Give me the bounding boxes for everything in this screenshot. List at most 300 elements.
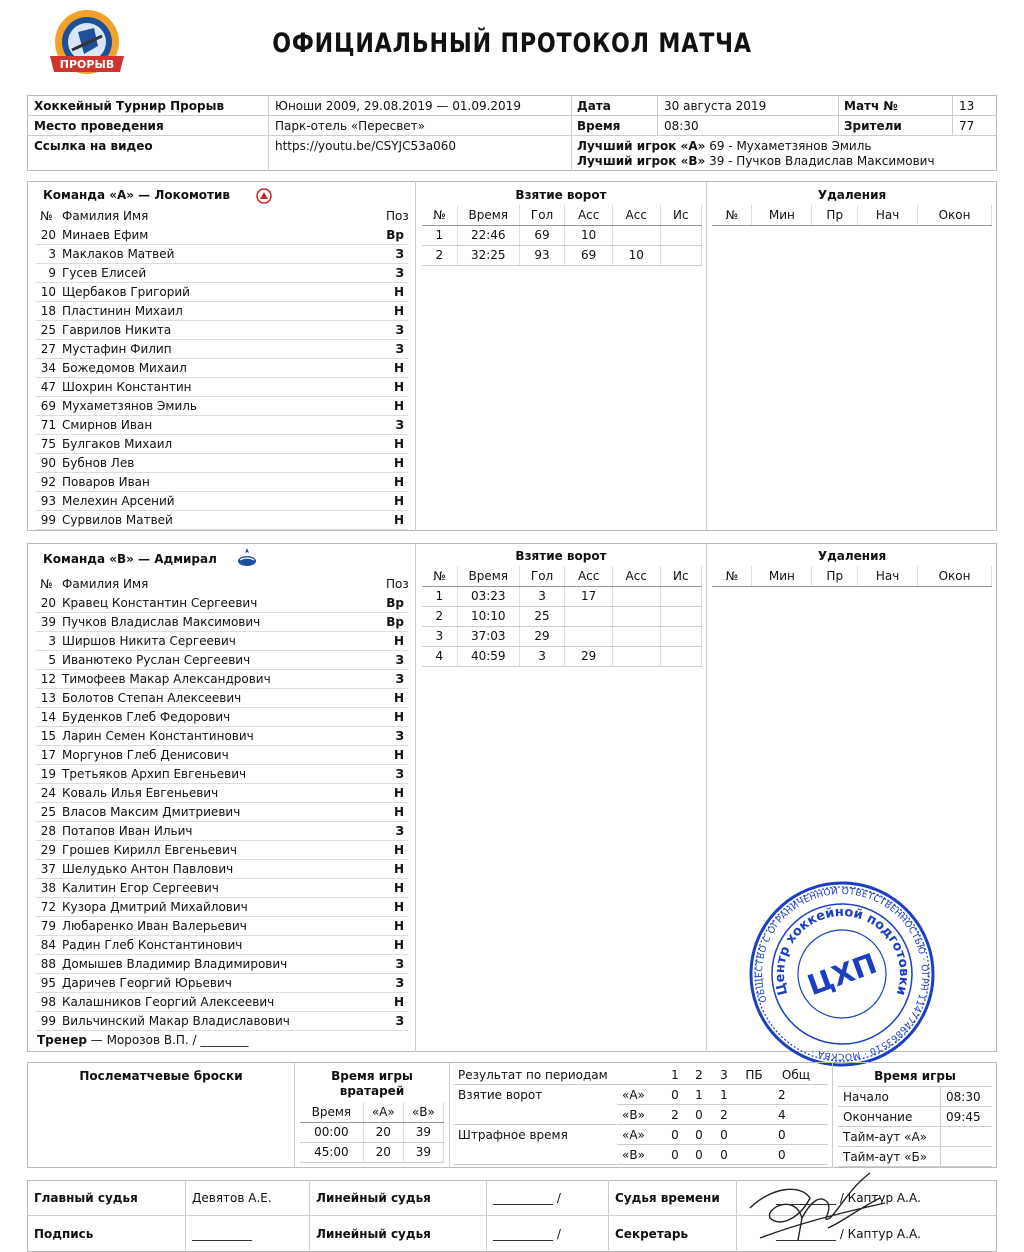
- player-number: 12: [40, 672, 56, 686]
- timekeeper-label: Судья времени: [615, 1191, 720, 1205]
- player-number: 88: [40, 957, 56, 971]
- tournament-label: Хоккейный Турнир Прорыв: [34, 99, 225, 113]
- secretary-value: __________ / Каптур А.А.: [776, 1227, 921, 1241]
- player-number: 17: [40, 748, 56, 762]
- team-b-roster: [36, 594, 408, 1031]
- tournament-value: Юноши 2009, 29.08.2019 — 01.09.2019: [275, 99, 521, 113]
- team-a-penalties-table: [712, 205, 992, 226]
- player-number: 13: [40, 691, 56, 705]
- admiral-logo-icon: [236, 547, 258, 569]
- player-name: Вильчинский Макар Владиславович: [62, 1014, 290, 1028]
- pim-team-b-label: «В»: [622, 1148, 645, 1162]
- player-number: 90: [40, 456, 56, 470]
- player-row: [36, 765, 408, 784]
- player-position: Н: [393, 634, 404, 648]
- period-value: 0: [778, 1128, 786, 1142]
- table-cell: 03:23: [457, 586, 519, 606]
- column-header: Мин: [752, 566, 812, 586]
- team-b-col-pos: Поз: [386, 577, 409, 591]
- table-cell: [565, 626, 613, 646]
- player-number: 79: [40, 919, 56, 933]
- table-header-row: [300, 1102, 444, 1122]
- player-number: 92: [40, 475, 56, 489]
- table-cell: 32:25: [457, 245, 519, 265]
- column-header: Асс: [612, 205, 660, 225]
- player-name: Поваров Иван: [62, 475, 150, 489]
- player-name: Домышев Владимир Владимирович: [62, 957, 288, 971]
- match-number-label: Матч №: [844, 99, 898, 113]
- period-col-total: Общ: [781, 1068, 811, 1082]
- player-number: 3: [48, 247, 56, 261]
- player-row: [36, 708, 408, 727]
- goal-row: [422, 646, 702, 666]
- column-header: №: [712, 205, 752, 225]
- player-name: Мухаметзянов Эмиль: [62, 399, 197, 413]
- goalie-time-row: [300, 1142, 444, 1162]
- start-label: Начало: [843, 1090, 889, 1104]
- table-cell: 20: [363, 1142, 403, 1162]
- player-row: [36, 321, 408, 340]
- venue-value: Парк-отель «Пересвет»: [275, 119, 425, 133]
- player-position: Н: [393, 805, 404, 819]
- player-number: 19: [40, 767, 56, 781]
- player-number: 38: [40, 881, 56, 895]
- player-number: 29: [40, 843, 56, 857]
- goals-team-a-label: «А»: [622, 1088, 645, 1102]
- player-row: [36, 689, 408, 708]
- team-b-goals-table: [422, 566, 702, 667]
- player-position: Н: [393, 710, 404, 724]
- player-number: 34: [40, 361, 56, 375]
- player-row: [36, 917, 408, 936]
- table-cell: 10: [612, 245, 660, 265]
- player-number: 39: [40, 615, 56, 629]
- secretary-label: Секретарь: [615, 1227, 689, 1241]
- player-name: Власов Максим Дмитриевич: [62, 805, 241, 819]
- linesman2-label: Линейный судья: [316, 1227, 431, 1241]
- team-b-penalties-table: [712, 566, 992, 587]
- lokomotiv-logo-icon: [256, 188, 272, 204]
- table-cell: 17: [565, 586, 613, 606]
- player-row: [36, 264, 408, 283]
- team-a-col-num: №: [40, 209, 53, 223]
- player-row: [36, 302, 408, 321]
- player-name: Радин Глеб Константинович: [62, 938, 243, 952]
- player-number: 14: [40, 710, 56, 724]
- player-number: 9: [48, 266, 56, 280]
- table-cell: 39: [403, 1142, 443, 1162]
- column-header: Время: [457, 205, 519, 225]
- signature-value: __________: [192, 1227, 252, 1241]
- period-value: 0: [695, 1128, 703, 1142]
- end-label: Окончание: [843, 1110, 913, 1124]
- goals-team-b-label: «В»: [622, 1108, 645, 1122]
- player-name: Любаренко Иван Валерьевич: [62, 919, 247, 933]
- period-value: 0: [720, 1148, 728, 1162]
- player-position: Н: [393, 380, 404, 394]
- player-row: [36, 226, 408, 245]
- player-name: Гусев Елисей: [62, 266, 147, 280]
- period-value: 0: [671, 1148, 679, 1162]
- column-header: Асс: [565, 566, 613, 586]
- player-position: Н: [393, 285, 404, 299]
- player-number: 71: [40, 418, 56, 432]
- player-position: Н: [393, 900, 404, 914]
- table-cell: [612, 225, 660, 245]
- column-header: Время: [300, 1102, 363, 1122]
- linesman-label: Линейный судья: [316, 1191, 431, 1205]
- player-name: Пучков Владислав Максимович: [62, 615, 261, 629]
- period-col-1: 1: [671, 1068, 679, 1082]
- player-row: [36, 803, 408, 822]
- player-number: 75: [40, 437, 56, 451]
- player-row: [36, 454, 408, 473]
- player-number: 18: [40, 304, 56, 318]
- column-header: «В»: [403, 1102, 443, 1122]
- team-a-goals-title: Взятие ворот: [515, 188, 607, 202]
- player-name: Третьяков Архип Евгеньевич: [62, 767, 247, 781]
- player-row: [36, 340, 408, 359]
- player-name: Иванютеко Руслан Сергеевич: [62, 653, 251, 667]
- table-header-row: [712, 205, 992, 225]
- team-a-col-pos: Поз: [386, 209, 409, 223]
- player-row: [36, 416, 408, 435]
- player-row: [36, 359, 408, 378]
- player-number: 10: [40, 285, 56, 299]
- column-header: Время: [457, 566, 519, 586]
- player-number: 99: [40, 513, 56, 527]
- player-row: [36, 632, 408, 651]
- referee-label: Главный судья: [34, 1191, 138, 1205]
- period-col-2: 2: [695, 1068, 703, 1082]
- table-cell: [660, 245, 701, 265]
- player-position: З: [395, 342, 404, 356]
- player-position: З: [395, 247, 404, 261]
- player-row: [36, 594, 408, 613]
- stamp-center-text: ЦХП: [803, 946, 882, 1003]
- table-cell: 1: [422, 225, 457, 245]
- player-name: Кравец Константин Сергеевич: [62, 596, 258, 610]
- player-row: [36, 435, 408, 454]
- player-number: 47: [40, 380, 56, 394]
- linesman2-value: __________ /: [493, 1227, 561, 1241]
- table-cell: [612, 586, 660, 606]
- player-name: Грошев Кирилл Евгеньевич: [62, 843, 238, 857]
- stamp-outer-text: ОБЩЕСТВО С ОГРАНИЧЕННОЙ ОТВЕТСТВЕННОСТЬЮ · ОГРН 1147746863510 · МОСКВА ·: [754, 886, 930, 1062]
- player-position: Н: [393, 862, 404, 876]
- table-cell: 69: [519, 225, 565, 245]
- team-b-goals-title: Взятие ворот: [515, 549, 607, 563]
- team-a-col-name: Фамилия Имя: [62, 209, 149, 223]
- player-position: Н: [393, 691, 404, 705]
- best-player-a-label: Лучший игрок «А»: [577, 139, 706, 153]
- player-row: [36, 860, 408, 879]
- organization-stamp: [748, 880, 936, 1068]
- player-row: [36, 378, 408, 397]
- handwritten-signature: [740, 1168, 890, 1250]
- table-cell: 10:10: [457, 606, 519, 626]
- player-number: 72: [40, 900, 56, 914]
- stamp-inner-text: Центр хоккейной подготовки: [772, 904, 912, 998]
- period-value: 2: [720, 1108, 728, 1122]
- match-number-value: 13: [959, 99, 975, 113]
- player-name: Потапов Иван Ильич: [62, 824, 193, 838]
- player-row: [36, 651, 408, 670]
- column-header: Нач: [858, 205, 918, 225]
- player-number: 98: [40, 995, 56, 1009]
- table-cell: 20: [363, 1122, 403, 1142]
- player-name: Пластинин Михаил: [62, 304, 183, 318]
- signature-label: Подпись: [34, 1227, 94, 1241]
- table-cell: 2: [422, 245, 457, 265]
- player-name: Мелехин Арсений: [62, 494, 175, 508]
- player-position: Вр: [386, 596, 404, 610]
- best-player-a: [577, 139, 871, 153]
- player-row: [36, 727, 408, 746]
- player-name: Ширшов Никита Сергеевич: [62, 634, 236, 648]
- time-label: Время: [577, 119, 621, 133]
- player-name: Щербаков Григорий: [62, 285, 190, 299]
- pim-team-a-label: «А»: [622, 1128, 645, 1142]
- period-col-ps: ПБ: [745, 1068, 763, 1082]
- table-cell: 37:03: [457, 626, 519, 646]
- table-header-row: [712, 566, 992, 586]
- player-name: Кузора Дмитрий Михайлович: [62, 900, 248, 914]
- table-cell: [612, 646, 660, 666]
- date-value: 30 августа 2019: [664, 99, 767, 113]
- player-name: Маклаков Матвей: [62, 247, 175, 261]
- column-header: «А»: [363, 1102, 403, 1122]
- player-position: Н: [393, 494, 404, 508]
- column-header: Ис: [660, 205, 701, 225]
- player-position: Н: [393, 437, 404, 451]
- player-row: [36, 1012, 408, 1031]
- player-name: Болотов Степан Алексеевич: [62, 691, 242, 705]
- player-name: Мустафин Филип: [62, 342, 172, 356]
- period-value: 0: [671, 1088, 679, 1102]
- player-position: Н: [393, 475, 404, 489]
- table-cell: 40:59: [457, 646, 519, 666]
- table-cell: 25: [519, 606, 565, 626]
- player-position: З: [395, 729, 404, 743]
- coach-label: Тренер: [37, 1033, 87, 1047]
- best-player-a-value: 69 - Мухаметзянов Эмиль: [709, 139, 872, 153]
- player-row: [36, 822, 408, 841]
- player-name: Бубнов Лев: [62, 456, 135, 470]
- player-name: Сурвилов Матвей: [62, 513, 173, 527]
- player-number: 25: [40, 323, 56, 337]
- player-row: [36, 974, 408, 993]
- table-cell: [612, 606, 660, 626]
- shootout-title: Послематчевые броски: [79, 1069, 243, 1083]
- player-position: Н: [393, 995, 404, 1009]
- column-header: Окон: [918, 205, 992, 225]
- player-row: [36, 670, 408, 689]
- timeout-b-label: Тайм-аут «Б»: [843, 1150, 928, 1164]
- period-value: 0: [671, 1128, 679, 1142]
- player-name: Тимофеев Макар Александрович: [62, 672, 271, 686]
- player-number: 28: [40, 824, 56, 838]
- table-cell: 2: [422, 606, 457, 626]
- period-value: 1: [695, 1088, 703, 1102]
- best-player-b-label: Лучший игрок «В»: [577, 154, 706, 168]
- spectators-value: 77: [959, 119, 975, 133]
- period-col-3: 3: [720, 1068, 728, 1082]
- goal-row: [422, 225, 702, 245]
- player-row: [36, 511, 408, 530]
- column-header: №: [422, 205, 457, 225]
- player-position: З: [395, 266, 404, 280]
- player-number: 69: [40, 399, 56, 413]
- player-name: Моргунов Глеб Денисович: [62, 748, 229, 762]
- player-row: [36, 473, 408, 492]
- team-b-penalties-title: Удаления: [817, 549, 887, 563]
- player-row: [36, 397, 408, 416]
- player-row: [36, 841, 408, 860]
- goal-row: [422, 626, 702, 646]
- player-position: Вр: [386, 615, 404, 629]
- period-value: 1: [720, 1088, 728, 1102]
- player-position: Н: [393, 513, 404, 527]
- column-header: Асс: [612, 566, 660, 586]
- player-number: 37: [40, 862, 56, 876]
- column-header: Пр: [812, 205, 858, 225]
- player-position: Н: [393, 919, 404, 933]
- player-row: [36, 936, 408, 955]
- player-name: Гаврилов Никита: [62, 323, 172, 337]
- period-value: 0: [720, 1128, 728, 1142]
- player-position: Н: [393, 881, 404, 895]
- player-number: 25: [40, 805, 56, 819]
- player-name: Калашников Георгий Алексеевич: [62, 995, 275, 1009]
- player-position: З: [395, 767, 404, 781]
- table-cell: 3: [519, 646, 565, 666]
- best-player-b-value: 39 - Пучков Владислав Максимович: [709, 154, 935, 168]
- referee-value: Девятов А.Е.: [192, 1191, 272, 1205]
- table-cell: 4: [422, 646, 457, 666]
- player-row: [36, 283, 408, 302]
- player-row: [36, 879, 408, 898]
- table-header-row: [422, 205, 702, 225]
- period-value: 0: [695, 1108, 703, 1122]
- player-position: З: [395, 976, 404, 990]
- table-cell: [660, 626, 701, 646]
- player-name: Смирнов Иван: [62, 418, 153, 432]
- period-value: 0: [778, 1148, 786, 1162]
- period-value: 4: [778, 1108, 786, 1122]
- player-position: Н: [393, 399, 404, 413]
- player-number: 84: [40, 938, 56, 952]
- logo-banner: ПРОРЫВ: [59, 58, 115, 71]
- player-row: [36, 898, 408, 917]
- team-b-title: Команда «В» — Адмирал: [43, 552, 217, 566]
- team-a-goals-table: [422, 205, 702, 266]
- table-cell: 69: [565, 245, 613, 265]
- table-cell: 3: [422, 626, 457, 646]
- table-cell: [565, 606, 613, 626]
- team-a-title: Команда «А» — Локомотив: [43, 188, 230, 202]
- player-row: [36, 613, 408, 632]
- player-number: 3: [48, 634, 56, 648]
- table-cell: 39: [403, 1122, 443, 1142]
- table-cell: 29: [565, 646, 613, 666]
- team-a-penalties-title: Удаления: [817, 188, 887, 202]
- coach-value: — Морозов В.П. / ________: [90, 1033, 249, 1047]
- column-header: №: [712, 566, 752, 586]
- player-name: Коваль Илья Евгеньевич: [62, 786, 219, 800]
- player-row: [36, 993, 408, 1012]
- player-number: 27: [40, 342, 56, 356]
- table-cell: 1: [422, 586, 457, 606]
- team-b-col-name: Фамилия Имя: [62, 577, 149, 591]
- goalie-time-table: [300, 1102, 444, 1163]
- table-cell: 45:00: [300, 1142, 363, 1162]
- player-row: [36, 245, 408, 264]
- table-cell: 93: [519, 245, 565, 265]
- player-position: Н: [393, 938, 404, 952]
- table-cell: 29: [519, 626, 565, 646]
- column-header: Гол: [519, 566, 565, 586]
- player-number: 15: [40, 729, 56, 743]
- team-b-col-num: №: [40, 577, 53, 591]
- player-name: Ларин Семен Константинович: [62, 729, 254, 743]
- linesman-value: __________ /: [493, 1191, 561, 1205]
- player-name: Даричев Георгий Юрьевич: [62, 976, 232, 990]
- table-cell: 22:46: [457, 225, 519, 245]
- player-position: З: [395, 824, 404, 838]
- table-header-row: [422, 566, 702, 586]
- player-position: Н: [393, 748, 404, 762]
- column-header: Ис: [660, 566, 701, 586]
- player-position: Н: [393, 843, 404, 857]
- player-position: З: [395, 418, 404, 432]
- player-position: Н: [393, 361, 404, 375]
- player-position: Н: [393, 304, 404, 318]
- player-position: Н: [393, 456, 404, 470]
- table-cell: 10: [565, 225, 613, 245]
- video-label: Ссылка на видео: [34, 139, 153, 153]
- spectators-label: Зрители: [844, 119, 902, 133]
- player-number: 20: [40, 228, 56, 242]
- table-cell: [660, 586, 701, 606]
- player-name: Буденков Глеб Федорович: [62, 710, 231, 724]
- player-name: Булгаков Михаил: [62, 437, 173, 451]
- period-value: 2: [671, 1108, 679, 1122]
- column-header: Мин: [752, 205, 812, 225]
- player-position: Вр: [386, 228, 404, 242]
- player-name: Калитин Егор Сергеевич: [62, 881, 219, 895]
- player-position: З: [395, 653, 404, 667]
- team-a-roster: [36, 226, 408, 530]
- start-value: 08:30: [946, 1090, 981, 1104]
- player-row: [36, 746, 408, 765]
- video-link[interactable]: https://youtu.be/CSYJC53a060: [275, 139, 457, 153]
- goalie-time-title: Время игры вратарей: [331, 1069, 413, 1098]
- period-value: 2: [778, 1088, 786, 1102]
- best-player-b: [577, 154, 935, 168]
- player-position: З: [395, 957, 404, 971]
- player-row: [36, 784, 408, 803]
- player-number: 95: [40, 976, 56, 990]
- player-name: Шелудько Антон Павлович: [62, 862, 234, 876]
- time-value: 08:30: [664, 119, 699, 133]
- player-position: Н: [393, 786, 404, 800]
- column-header: Пр: [812, 566, 858, 586]
- goal-row: [422, 245, 702, 265]
- column-header: Нач: [858, 566, 918, 586]
- column-header: Асс: [565, 205, 613, 225]
- column-header: Окон: [918, 566, 992, 586]
